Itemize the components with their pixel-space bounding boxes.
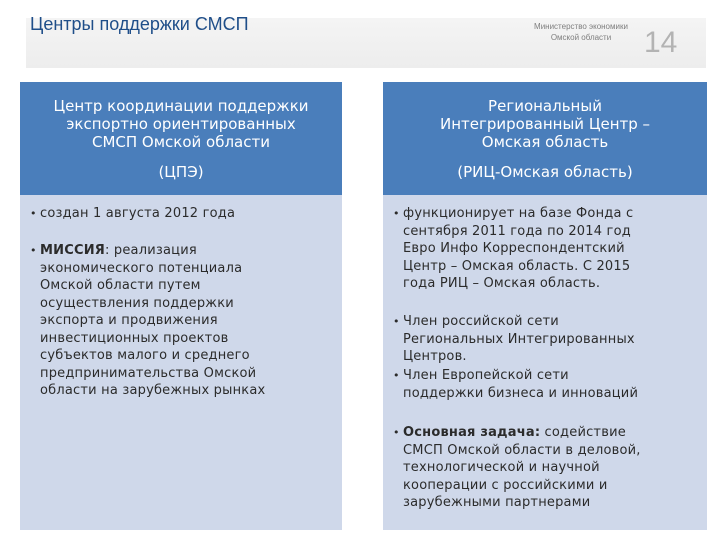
bullet-text: : реализация экономического потенциала Омской области путем осуществления поддержки экспорта и продвижения инвестиционных проектов субъектов малого и среднего предпринимательства Омской области на зарубежных рынках	[40, 243, 266, 398]
bullet-lead: МИССИЯ	[40, 243, 105, 258]
bullet-icon: •	[393, 426, 400, 439]
bullet-icon: •	[393, 207, 400, 220]
bullet-text: создан 1 августа 2012 года	[40, 206, 236, 221]
left-column-body	[20, 195, 342, 530]
bullet-text: Член Европейской сети поддержки бизнеса и инноваций	[403, 368, 639, 401]
right-column-header	[383, 82, 707, 195]
bullet-text: Член российской сети Региональных Интегрированных Центров.	[403, 314, 635, 364]
list-item	[30, 205, 335, 223]
list-item	[30, 242, 335, 400]
right-column-title: Региональный Интегрированный Центр – Омская область	[439, 97, 651, 151]
left-column-title: Центр координации поддержки экспортно ориентированных СМСП Омской области	[53, 97, 309, 151]
bullet-text: содействие СМСП Омской области в деловой, технологической и научной кооперации с российскими и зарубежными партнерами	[403, 425, 641, 510]
bullet-lead: Основная задача:	[403, 425, 541, 440]
left-column-header	[20, 82, 342, 195]
page-title: Центры поддержки СМСП	[30, 14, 249, 34]
bullet-icon: •	[393, 315, 400, 328]
list-item	[393, 424, 701, 512]
list-item	[393, 205, 701, 293]
list-item	[393, 313, 701, 366]
right-column-abbr: (РИЦ-Омская область)	[457, 163, 633, 181]
bullet-icon: •	[30, 244, 37, 257]
bullet-icon: •	[393, 369, 400, 382]
page-number: 14	[644, 26, 678, 59]
list-item	[393, 367, 701, 402]
left-column-abbr: (ЦПЭ)	[158, 163, 204, 181]
bullet-icon: •	[30, 207, 37, 220]
bullet-text: функционирует на базе Фонда с сентября 2011 года по 2014 год Евро Инфо Корреспондентский Центр – Омская область. С 2015 года РИЦ – Омская область.	[403, 206, 634, 291]
ministry-caption: Министерство экономики Омской области	[534, 22, 628, 42]
right-column-body	[383, 195, 707, 530]
